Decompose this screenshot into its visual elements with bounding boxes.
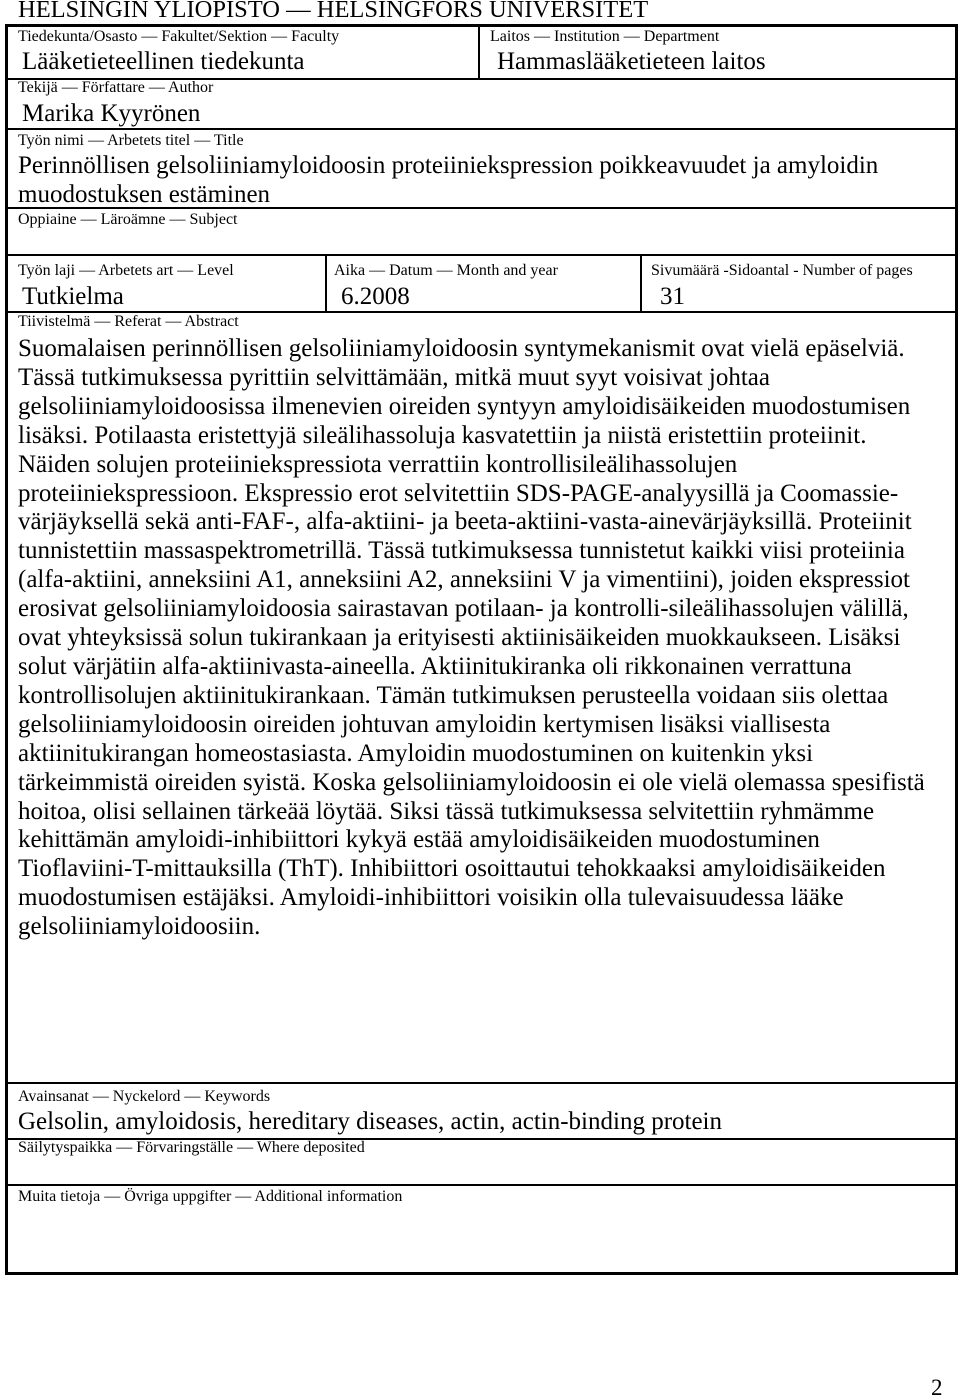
level-label: Työn laji — Arbetets art — Level xyxy=(18,262,234,279)
subject-cell xyxy=(8,207,955,254)
abstract-line: aktiinitukirangan homeostasiasta. Amyloidin muodostuminen on kuitenkin yksi xyxy=(18,739,814,767)
title-label: Työn nimi — Arbetets titel — Title xyxy=(18,132,244,149)
abstract-line: ovat yhteyksissä solun tukirankaan ja erityisesti aktiinisäikeiden muokkaukseen. Lisäksi xyxy=(18,624,901,652)
abstract-text xyxy=(18,335,925,942)
pages-label: Sivumäärä -Sidoantal - Number of pages xyxy=(651,262,913,279)
level-cell xyxy=(8,254,325,311)
page-number: 2 xyxy=(931,1375,943,1400)
title-cell xyxy=(8,128,955,207)
pages-value: 31 xyxy=(660,283,685,310)
abstract-line: Tioflaviini-T-mittauksilla (ThT). Inhibiittori osoittautui tehokkaaksi amyloidisäikeiden xyxy=(18,855,886,883)
abstract-line: värjäyksellä sekä anti-FAF-, alfa-aktiini- ja beeta-aktiini-vasta-ainevärjäyksillä. Proteiinit xyxy=(18,508,912,536)
keywords-value: Gelsolin, amyloidosis, hereditary diseases, actin, actin-binding protein xyxy=(18,1108,723,1135)
abstract-line: muodostumisen estäjäksi. Amyloidi-inhibiittori voisikin olla tulevaisuudessa lääke xyxy=(18,884,844,912)
abstract-line: (alfa-aktiini, anneksiini A1, anneksiini A2, anneksiini V ja vimentiini), joiden ekspressiot xyxy=(18,566,910,594)
title-value xyxy=(18,151,878,209)
abstract-line: Tässä tutkimuksessa pyrittiin selvittämään, mitkä muut syyt voisivat johtaa xyxy=(18,363,770,391)
abstract-line: solut värjätiin alfa-aktiinivasta-aineella. Aktiinitukiranka oli rikkonainen verrattuna xyxy=(18,652,852,680)
abstract-line: tärkeimmistä oireiden syistä. Koska gelsoliiniamyloidoosin ei ole vielä olemassa spesifistä xyxy=(18,768,925,796)
keywords-label: Avainsanat — Nyckelord — Keywords xyxy=(18,1088,271,1105)
abstract-line: Näiden solujen proteiiniekspressiota verrattiin kontrollisileälihassolujen xyxy=(18,450,738,478)
author-value: Marika Kyyrönen xyxy=(22,100,201,127)
title-line: muodostuksen estäminen xyxy=(18,181,271,208)
keywords-cell xyxy=(8,1082,955,1138)
abstract-line: gelsoliiniamyloidoosissa ilmenevien oireiden syntyyn amyloidisäikeiden muodostumisen xyxy=(18,392,911,420)
abstract-line: gelsoliiniamyloidoosiin. xyxy=(18,913,261,941)
additional-info-label: Muita tietoja — Övriga uppgifter — Additional information xyxy=(18,1188,403,1205)
abstract-label: Tiivistelmä — Referat — Abstract xyxy=(18,313,239,330)
abstract-form xyxy=(5,24,958,1275)
faculty-label: Tiedekunta/Osasto — Fakultet/Sektion — Faculty xyxy=(18,28,340,45)
abstract-line: gelsoliiniamyloidoosin oireiden johtuvan amyloidin kertymisen lisäksi viallisesta xyxy=(18,710,831,738)
abstract-line: hoitoa, olisi sellainen tärkeää löytää. Siksi tässä tutkimuksessa selvitettiin ryhmämme xyxy=(18,797,875,825)
author-label: Tekijä — Författare — Author xyxy=(18,79,214,96)
additional-info-cell xyxy=(8,1184,955,1272)
department-label: Laitos — Institution — Department xyxy=(490,28,720,45)
author-cell xyxy=(8,78,955,128)
university-header: HELSINGIN YLIOPISTO — HELSINGFORS UNIVERSITET xyxy=(18,0,649,23)
abstract-line: proteiiniekspressioon. Ekspressio erot selvitettiin SDS-PAGE-analyysillä ja Coomassie- xyxy=(18,479,899,507)
abstract-line: kontrollisolujen aktiinitukirankaan. Tämän tutkimuksen perusteella voidaan siis olettaa xyxy=(18,681,889,709)
date-cell xyxy=(325,254,640,311)
abstract-line: lisäksi. Potilaasta eristettyjä sileälihassoluja kasvatettiin ja niistä eristettiin proteiinit. xyxy=(18,421,867,449)
abstract-line: erosivat gelsoliiniamyloidoosia sairastavan potilaan- ja kontrolli-sileälihassolujen välillä, xyxy=(18,595,909,623)
faculty-value: Lääketieteellinen tiedekunta xyxy=(22,48,305,75)
abstract-line: Suomalaisen perinnöllisen gelsoliiniamyloidoosin syntymekanismit ovat vielä epäselviä. xyxy=(18,335,905,362)
date-label: Aika — Datum — Month and year xyxy=(334,262,558,279)
abstract-line: kehittämän amyloidi-inhibiittori kykyä estää amyloidisäikeiden muodostuminen xyxy=(18,826,820,854)
deposited-cell xyxy=(8,1138,955,1184)
faculty-cell xyxy=(8,27,478,78)
department-cell xyxy=(478,27,955,78)
department-value: Hammaslääketieteen laitos xyxy=(497,48,766,75)
deposited-label: Säilytyspaikka — Förvaringställe — Where deposited xyxy=(18,1139,365,1156)
level-value: Tutkielma xyxy=(22,283,124,310)
abstract-cell xyxy=(8,311,955,1082)
date-value: 6.2008 xyxy=(341,283,410,310)
pages-cell xyxy=(640,254,955,311)
subject-label: Oppiaine — Läroämne — Subject xyxy=(18,211,238,228)
abstract-line: tunnistettiin massaspektrometrillä. Tässä tutkimuksessa tunnistetut kaikki viisi proteiinia xyxy=(18,537,905,565)
title-line: Perinnöllisen gelsoliiniamyloidoosin proteiiniekspression poikkeavuudet ja amyloidin xyxy=(18,152,879,179)
